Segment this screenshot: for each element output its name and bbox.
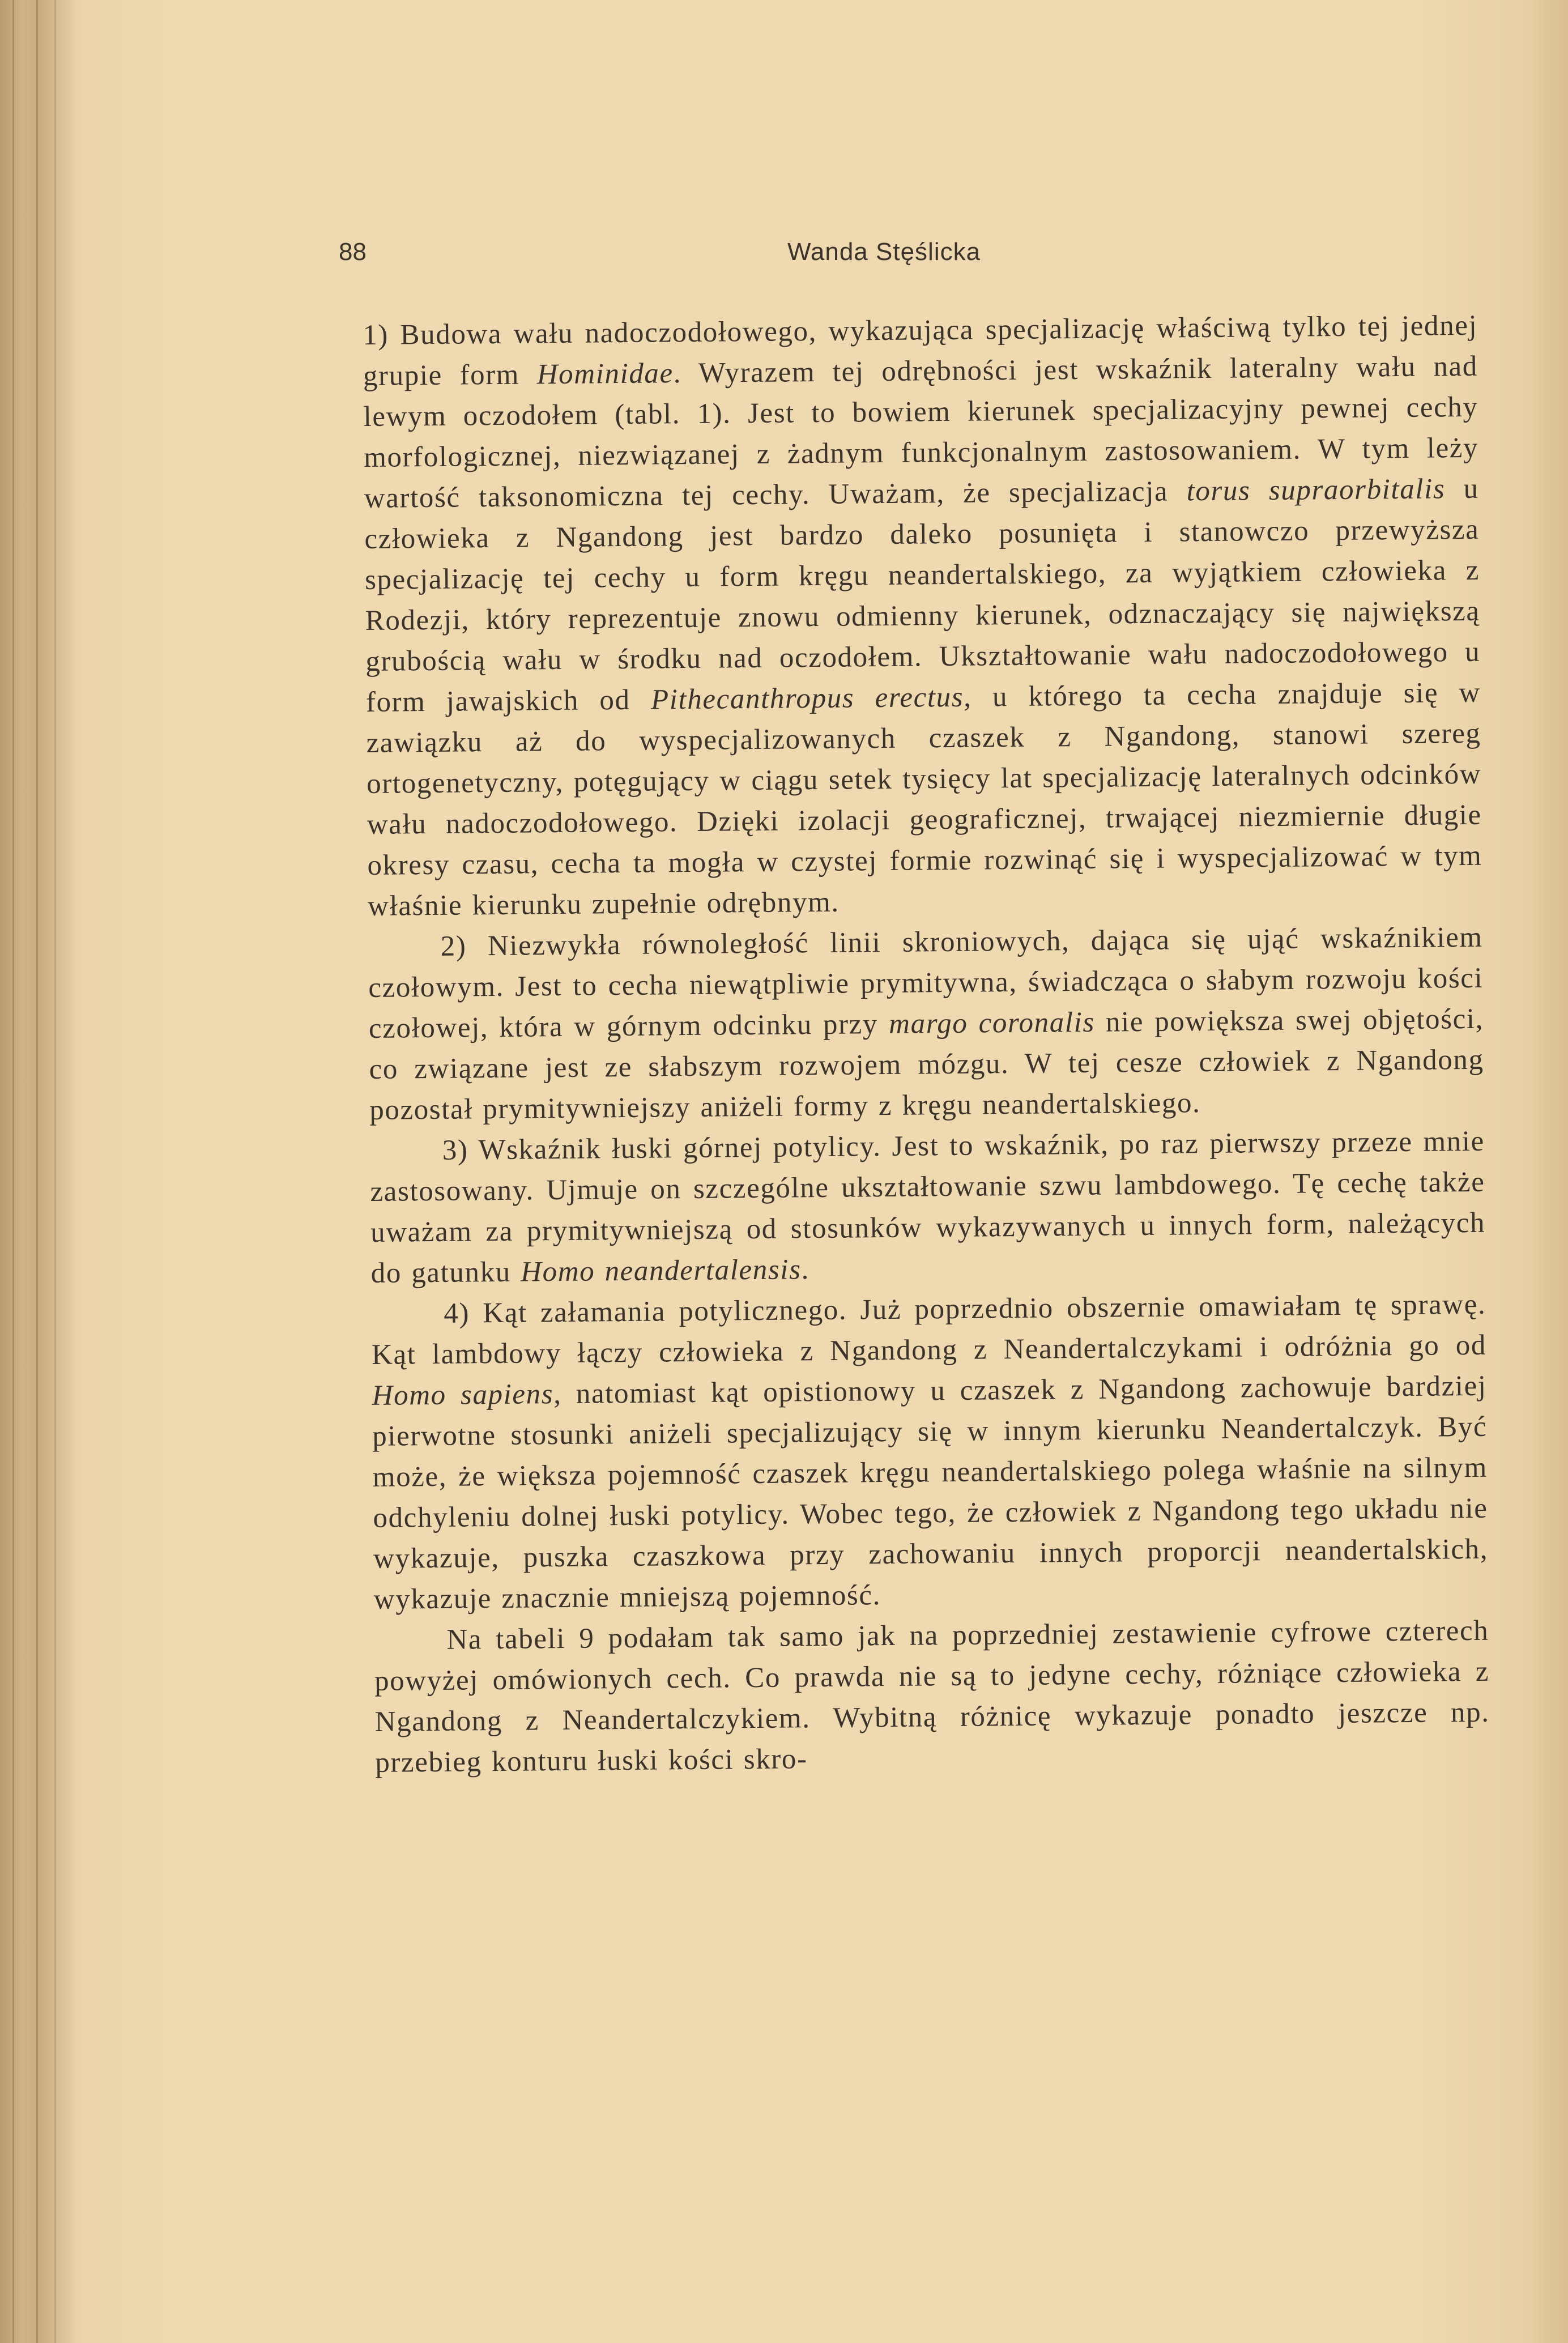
text-run: , natomiast kąt opistionowy u czaszek z Ngandong zachowuje bardziej pierwotne stosunki aniżeli specjalizujący się w innym kierunku Neandertalczyk. Być może, że większa pojemność czaszek kręgu neandertalskiego polega właśnie na silnym odchyleniu dolnej łuski potylicy. Wobec tego, że człowiek z Ngandong tego układu nie wykazuje, puszka czaszkowa przy zachowaniu innych proporcji neandertalskich, wykazuje znacznie mniejszą pojemność.: [372, 1370, 1489, 1616]
text-run: u człowieka z Ngandong jest bardzo daleko posunięta i stanowczo przewyższa specjalizację tej cechy u form kręgu neandertalskiego, za wyjątkiem człowieka z Rodezji, który reprezentuje znowu odmienny kierunek, odznaczający się największą grubością wału w środku nad oczodołem. Ukształtowanie wału nadoczodołowego u form jawajskich od: [364, 472, 1481, 718]
latin-term: torus supraorbitalis: [1186, 473, 1446, 508]
paragraph-5: [374, 1611, 1490, 1783]
book-spine-shadow: [0, 0, 79, 2343]
text-run: . Wyrazem tej odrębności jest wskaźnik lateralny wału nad lewym oczodołem (tabl. 1). Jest to bowiem kierunek specjalizacyjny pewnej cechy morfologicznej, niezwiązanej z żadnym funkcjonalnym zastosowaniem. W tym leży wartość taksonomiczna tej cechy. Uważam, że specjalizacja: [363, 350, 1479, 514]
latin-term: Pithecanthropus erectus: [650, 681, 964, 716]
paragraph-1: [363, 305, 1482, 927]
text-run: 4) Kąt załamania potylicznego. Już poprzednio obszernie omawiałam tę sprawę. Kąt lambdowy łączy człowieka z Ngandong z Neandertalczykami i odróżnia go od: [371, 1288, 1487, 1371]
text-run: Na tabeli 9 podałam tak samo jak na poprzedniej zestawienie cyfrowe czterech powyżej omówionych cech. Co prawda nie są to jedyne cechy, różniące człowieka z Ngandong z Neandertalczykiem. Wybitną różnicę wykazuje ponadto jeszcze np. przebieg konturu łuski kości skro-: [374, 1614, 1490, 1779]
paragraph-2: [368, 917, 1484, 1131]
latin-term: Homo neandertalensis: [520, 1254, 802, 1288]
spine-edge-line: [36, 0, 38, 2343]
paragraph-4: [371, 1284, 1489, 1620]
text-run: 3) Wskaźnik łuski górnej potylicy. Jest to wskaźnik, po raz pierwszy przeze mnie zastosowany. Ujmuje on szczególne ukształtowanie szwu lambdowego. Tę cechę także uważam za prymitywniejszą od stosunków wykazywanych u innych form, należących do gatunku: [370, 1125, 1486, 1289]
text-run: 2) Niezwykła równoległość linii skroniowych, dająca się ująć wskaźnikiem czołowym. Jest to cecha niewątpliwie prymitywna, świadcząca o słabym rozwoju kości czołowej, która w górnym odcinku przy: [368, 921, 1484, 1045]
latin-term: Homo sapiens: [372, 1378, 554, 1412]
latin-term: Hominidae: [536, 357, 674, 391]
page-number: 88: [339, 238, 367, 266]
running-title: Wanda Stęślicka: [787, 238, 981, 266]
latin-term: margo coronalis: [888, 1006, 1096, 1040]
body-text: [363, 305, 1490, 1783]
spine-edge-line: [54, 0, 56, 2343]
text-run: 1) Budowa wału nadoczodołowego, wykazująca specjalizację właściwą tylko tej jednej grupie form: [363, 309, 1478, 392]
text-run: nie powiększa swej objętości, co związane jest ze słabszym rozwojem mózgu. W tej cesze człowiek z Ngandong pozostał prymitywniejszy aniżeli formy z kręgu neandertalskiego.: [369, 1003, 1484, 1126]
text-run: .: [801, 1254, 810, 1286]
spine-edge-line: [12, 0, 14, 2343]
text-run: , u którego ta cecha znajduje się w zawiązku aż do wyspecjalizowanych czaszek z Ngandong, stanowi szereg ortogenetyczny, potęgujący w ciągu setek tysięcy lat specjalizację lateralnych odcinków wału nadoczodołowego. Dzięki izolacji geograficznej, trwającej niezmiernie długie okresy czasu, cecha ta mogła w czystej formie rozwinąć się i wyspecjalizować w tym właśnie kierunku zupełnie odrębnym.: [366, 676, 1482, 922]
paragraph-3: [370, 1121, 1486, 1294]
